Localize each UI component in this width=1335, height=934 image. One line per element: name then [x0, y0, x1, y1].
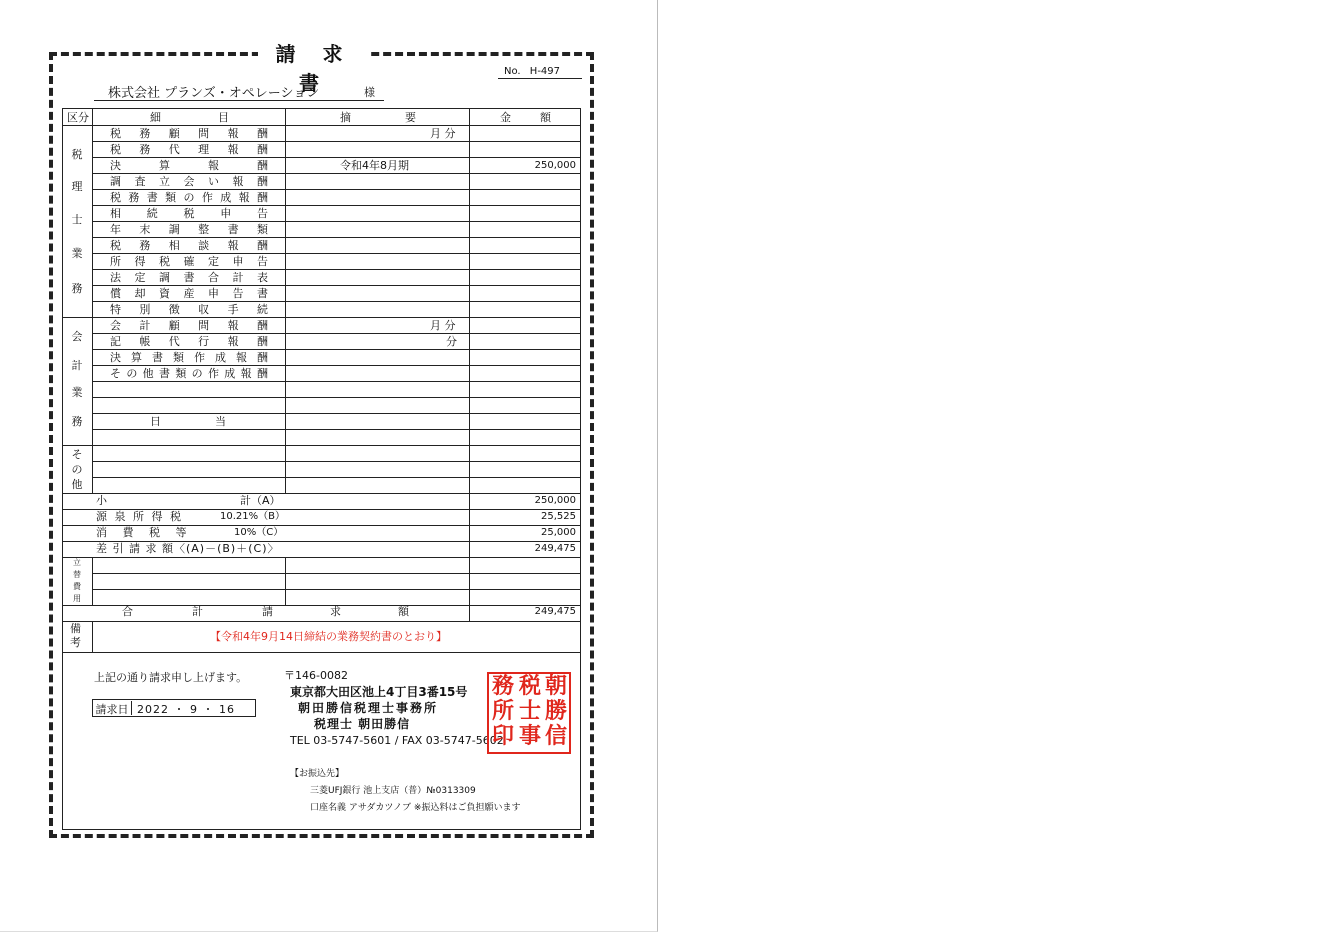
- section-other-char: の: [71, 463, 83, 476]
- tax-item-label: 償 却 資 産 申 告 書: [110, 287, 268, 300]
- section-tax-char: 業: [71, 247, 83, 260]
- section-acct-char: 計: [71, 359, 83, 372]
- grid-hline: [92, 157, 581, 158]
- grid-vline: [92, 109, 93, 493]
- section-other-char: そ: [71, 448, 83, 461]
- grid-hline: [92, 205, 581, 206]
- section-acct-char: 業: [71, 386, 83, 399]
- remarks-label: 備: [70, 622, 81, 635]
- acct-summary-bun: 分: [446, 335, 457, 348]
- header-detail-2: 目: [218, 111, 229, 124]
- grid-hline: [92, 381, 581, 382]
- remarks-text: 【令和4年9月14日締結の業務契約書のとおり】: [210, 630, 447, 643]
- doc-no-value: H-497: [529, 66, 561, 77]
- client-name: 株式会社 プランズ・オペレーション: [108, 86, 320, 101]
- grid-hline: [92, 461, 581, 462]
- grid-hline: [92, 397, 581, 398]
- tax-amount-kessan: 250,000: [534, 160, 576, 171]
- tax-item-label: 調 査 立 会 い 報 酬: [110, 175, 268, 188]
- grid-hline: [63, 652, 581, 653]
- grid-hline: [92, 173, 581, 174]
- grand-total-char: 求: [330, 605, 341, 618]
- grid-hline: [92, 301, 581, 302]
- section-advance-char: 費: [73, 582, 81, 591]
- tax-summary-month: 月 分: [430, 127, 456, 140]
- subtotal-label-b: 計（A）: [240, 494, 281, 507]
- client-honorific: 様: [364, 86, 375, 99]
- header-amount-2: 額: [540, 111, 551, 124]
- acct-summary-month: 月 分: [430, 319, 456, 332]
- grid-vline: [92, 621, 93, 652]
- tax-item-label: 税 務 顧 問 報 酬: [110, 127, 268, 140]
- subtotal-amount: 250,000: [534, 495, 576, 506]
- acct-item-label: 日 当: [150, 415, 226, 428]
- document-number: [498, 66, 582, 79]
- date-value: 2022 ・ 9 ・ 16: [137, 703, 235, 716]
- acct-item-label: 会 計 顧 問 報 酬: [110, 319, 268, 332]
- tax-item-label: 法 定 調 書 合 計 表: [110, 271, 268, 284]
- tax-item-label: 年 末 調 整 書 類: [110, 223, 268, 236]
- grid-vline: [469, 109, 470, 621]
- header-kubun: 区分: [67, 111, 89, 124]
- section-acct-char: 務: [71, 415, 83, 428]
- section-advance-char: 立: [73, 558, 81, 567]
- grid-hline: [92, 253, 581, 254]
- grid-hline: [92, 429, 581, 430]
- section-advance-char: 替: [73, 570, 81, 579]
- grid-hline: [63, 317, 581, 318]
- grid-vline: [285, 109, 286, 493]
- withholding-amount: 25,525: [541, 511, 576, 522]
- consumption-tax-amount: 25,000: [541, 527, 576, 538]
- tax-item-label: 税 務 相 談 報 酬: [110, 239, 268, 252]
- invoice-date-box: [92, 699, 256, 717]
- header-detail-1: 細: [150, 111, 161, 124]
- header-summary-2: 要: [405, 111, 416, 124]
- grid-vline: [92, 557, 93, 605]
- greeting: 上記の通り請求申し上げます。: [94, 671, 248, 684]
- section-tax-char: 理: [71, 180, 83, 193]
- tax-item-label: 所 得 税 確 定 申 告: [110, 255, 268, 268]
- grid-hline: [63, 445, 581, 446]
- grid-hline: [63, 493, 581, 494]
- grid-hline: [92, 221, 581, 222]
- tax-item-label: 税 務 代 理 報 酬: [110, 143, 268, 156]
- grid-hline: [92, 285, 581, 286]
- subtotal-label-a: 小: [96, 494, 107, 507]
- grid-hline: [92, 189, 581, 190]
- grand-total-char: 合: [122, 605, 133, 618]
- section-other-char: 他: [71, 478, 83, 491]
- grand-total-char: 請: [262, 605, 273, 618]
- doc-no-label: No.: [504, 66, 521, 77]
- grid-hline: [92, 141, 581, 142]
- consumption-tax-label-b: 10%（C）: [234, 527, 284, 538]
- withholding-label-a: 源 泉 所 得 税: [96, 510, 183, 523]
- net-label: 差 引 請 求 額〈(A)－(B)＋(C)〉: [96, 542, 280, 555]
- account-info: 口座名義 アサダカツノブ ※振込料はご負担願います: [310, 803, 521, 813]
- address: 東京都大田区池上4丁目3番15号: [290, 685, 468, 699]
- grid-hline: [63, 125, 581, 126]
- office-name: 朝田勝信税理士事務所: [298, 701, 439, 715]
- section-acct-char: 会: [71, 330, 83, 343]
- date-label: 請求日: [93, 701, 132, 715]
- tax-item-label: 特 別 徴 収 手 続: [110, 303, 268, 316]
- grid-hline: [63, 557, 581, 558]
- section-tax-char: 務: [71, 282, 83, 295]
- grid-hline: [92, 365, 581, 366]
- grand-total-char: 計: [192, 605, 203, 618]
- grid-hline: [63, 621, 581, 622]
- grand-total-amount: 249,475: [534, 606, 576, 617]
- header-summary-1: 摘: [340, 111, 351, 124]
- office-seal: 朝 勝 信 税 士 事 務 所 印: [487, 672, 571, 754]
- tax-item-label: 決 算 報 酬: [110, 159, 268, 172]
- net-amount: 249,475: [534, 543, 576, 554]
- grid-hline: [92, 589, 581, 590]
- consumption-tax-label-a: 消 費 税 等: [96, 526, 193, 539]
- tax-item-label: 税 務 書 類 の 作 成 報 酬: [110, 191, 268, 204]
- grid-hline: [92, 269, 581, 270]
- tax-item-label: 相 続 税 申 告: [110, 207, 268, 220]
- grid-hline: [92, 413, 581, 414]
- grid-hline: [92, 573, 581, 574]
- document-title: 請 求 書: [275, 42, 353, 95]
- tel-fax: TEL 03-5747-5601 / FAX 03-5747-5602: [290, 734, 504, 747]
- header-amount-1: 金: [500, 111, 511, 124]
- grand-total-char: 額: [398, 605, 409, 618]
- withholding-label-b: 10.21%（B）: [220, 511, 285, 522]
- bank-info: 三菱UFJ銀行 池上支店（普）№0313309: [310, 786, 476, 796]
- acct-item-label: 決 算 書 類 作 成 報 酬: [110, 351, 268, 364]
- grid-hline: [92, 237, 581, 238]
- acct-item-label: 記 帳 代 行 報 酬: [110, 335, 268, 348]
- section-tax-char: 士: [71, 213, 83, 226]
- tax-summary-period: 令和4年8月期: [340, 159, 409, 172]
- client-line: [94, 82, 384, 101]
- acct-item-label: そ の 他 書 類 の 作 成 報 酬: [110, 367, 268, 380]
- section-advance-char: 用: [73, 594, 81, 603]
- section-tax-char: 税: [71, 148, 83, 161]
- grid-vline: [285, 557, 286, 605]
- bank-heading: 【お振込先】: [290, 769, 345, 779]
- grid-hline: [92, 333, 581, 334]
- postal-code: 〒146-0082: [284, 669, 348, 682]
- person-name: 税理士 朝田勝信: [314, 717, 411, 731]
- remarks-label: 考: [70, 636, 81, 649]
- grid-hline: [92, 349, 581, 350]
- grid-hline: [92, 477, 581, 478]
